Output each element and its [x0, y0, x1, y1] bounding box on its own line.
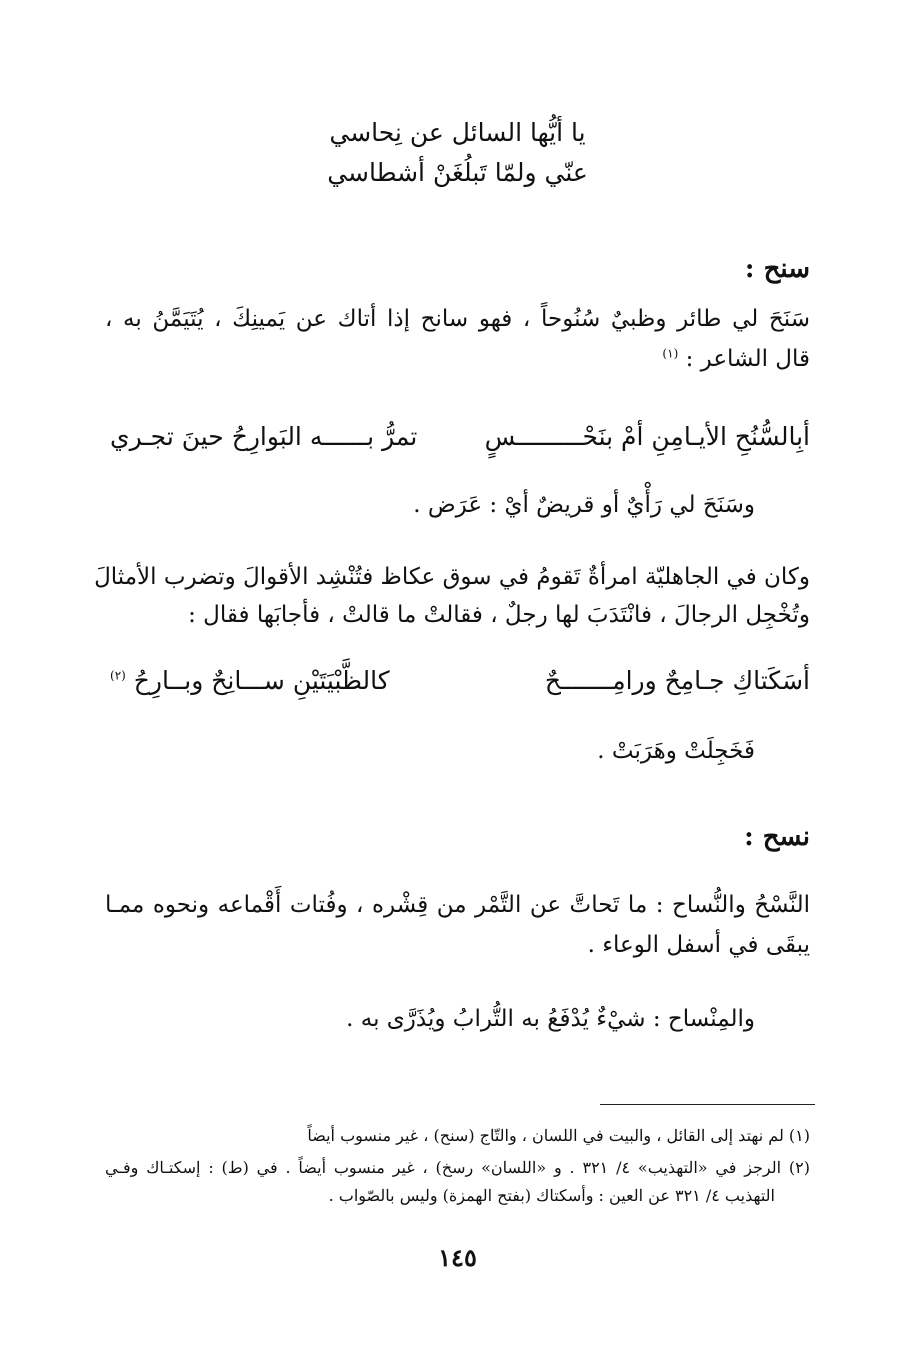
nasah-para1-line1: النَّسْحُ والنُّساح : ما تَحاتَّ عن التَّمْر من قِشْره ، وفُتات أَقْماعه ونحوه ممـا — [105, 892, 810, 918]
footnote-2-line2: التهذيب ٤/ ٣٢١ عن العين : وأسكتاك (بفتح الهمزة) وليس بالصّواب . — [328, 1186, 775, 1205]
sanah-para3-line2: وتُخْجِل الرجالَ ، فانْتَدَبَ لها رجلٌ ، فقالتْ ما قالتْ ، فأجابَها فقال : — [188, 602, 810, 628]
sanah-para3-line1: وكان في الجاهليّة امرأةٌ تَقومُ في سوق عكاظ فتُنْشِد الأقوالَ وتضرب الأمثالَ — [94, 564, 810, 590]
verse2-first-hemistich: أسَكَتاكِ جـامِحٌ ورامِـــــــحٌ — [544, 666, 810, 695]
footnote-separator — [600, 1104, 815, 1105]
page-number: ١٤٥ — [438, 1243, 477, 1272]
intro-verse-line-1: يا أيُّها السائل عن نِحاسي — [329, 118, 586, 147]
nasah-para2: والمِنْساح : شيْءٌ يُدْفَعُ به التُّرابُ ويُذَرَّى به . — [346, 1006, 755, 1032]
intro-verse-line-2: عنّي ولمّا تَبلُغَنْ أشطاسي — [327, 158, 588, 187]
verse2-second-text: كالظَّبْيَتَيْنِ ســـانِحٌ وبــارِحُ — [133, 666, 390, 695]
section-heading-nasah: نسح : — [744, 822, 810, 852]
sanah-para2: وسَنَحَ لي رَأْيٌ أو قريضٌ أيْ : عَرَض . — [413, 492, 755, 518]
footnote-2-line1: (٢) الرجز في «التهذيب» ٤/ ٣٢١ . و «اللسان» رسخ) ، غير منسوب أيضاً . في (ط) : إسكتـاك وفـي — [105, 1158, 810, 1177]
footnote-1: (١) لم نهتد إلى القائل ، والبيت في اللسان ، والتّاج (سنح) ، غير منسوب أيضاً — [307, 1126, 810, 1145]
verse2-second-hemistich — [110, 666, 390, 696]
nasah-para1-line2: يبقَى في أسفل الوعاء . — [587, 932, 810, 958]
footnote-ref-2: (٢) — [110, 668, 126, 683]
sanah-para1-line1: سَنَحَ لي طائر وظبيٌ سُنُوحاً ، فهو سانح إذا أتاك عن يَمينِكَ ، يُتَيَمَّنُ به ، — [105, 306, 810, 332]
verse1-first-hemistich: أبِالسُّنُحِ الأيـامِنِ أمْ بنَحْـــــــــسٍ — [484, 422, 810, 451]
verse1-second-hemistich: تمرُّ بــــــه البَوارِحُ حينَ تجـري — [110, 422, 418, 451]
section-heading-sanah: سنح : — [744, 254, 810, 284]
sanah-para1-text: قال الشاعر : — [685, 346, 810, 372]
sanah-para4: فَخَجِلَتْ وهَرَبَتْ . — [597, 738, 755, 764]
footnote-ref-1: (١) — [662, 346, 679, 361]
sanah-para1-line2 — [662, 346, 810, 374]
